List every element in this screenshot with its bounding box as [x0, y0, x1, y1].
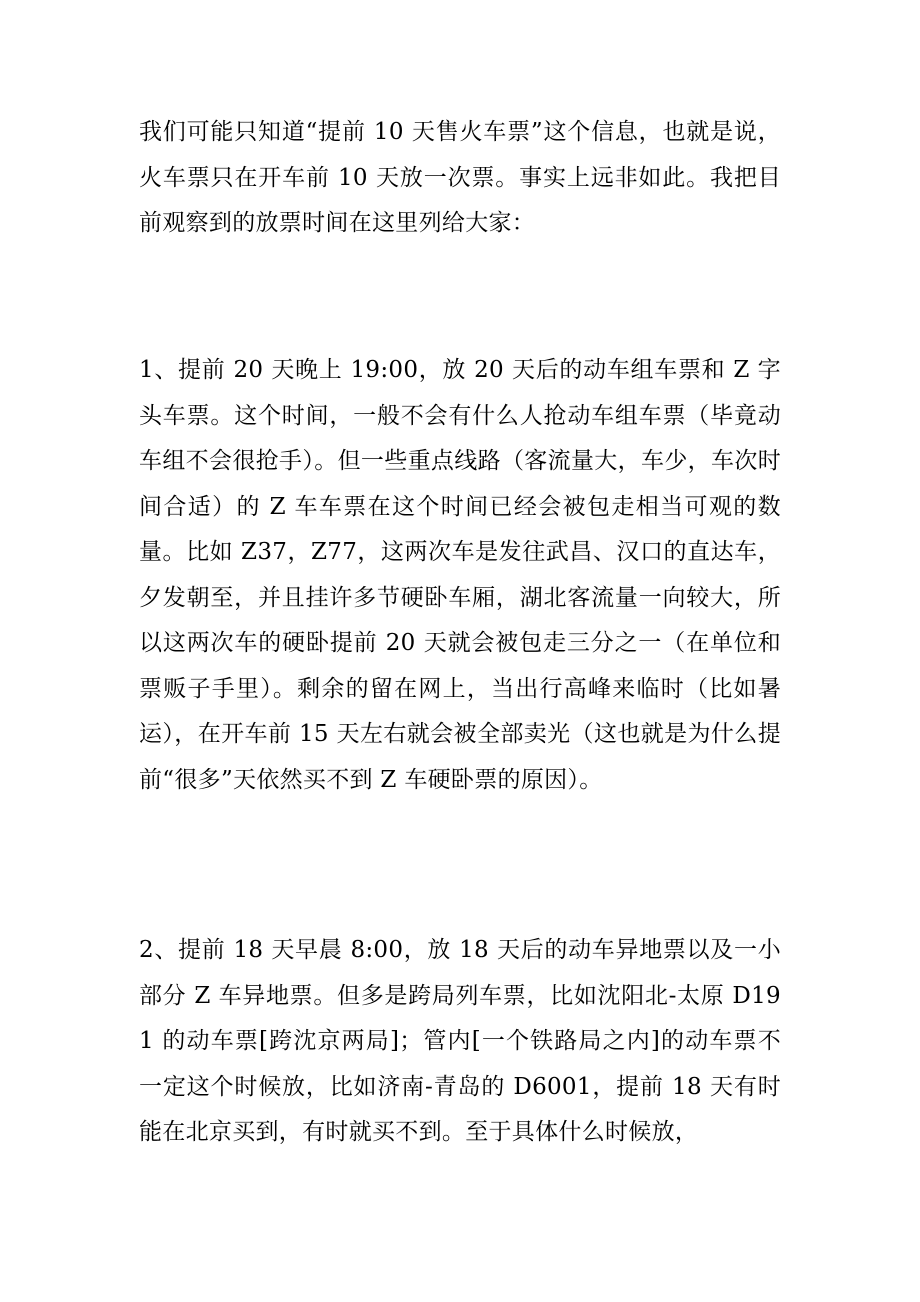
item-1-paragraph: 1、提前 20 天晚上 19:00，放 20 天后的动车组车票和 Z 字头车票。这个时间，一般不会有什么人抢动车组车票（毕竟动车组不会很抢手）。但一些重点线路（客流量大，车少，车次时间合适）的 Z 车车票在这个时间已经会被包走相当可观的数量。比如 Z37，Z77，这两次车是发往武昌、汉口的直达车，夕发朝至，并且挂许多节硬卧车厢，湖北客流量一向较大，所以这两次车的硬卧提前 20 天就会被包走三分之一（在单位和票贩子手里）。剩余的留在网上，当出行高峰来临时（比如暑运），在开车前 15 天左右就会被全部卖光（这也就是为什么提前“很多”天依然买不到 Z 车硬卧票的原因）。 — [139, 357, 781, 793]
item-2-paragraph: 2、提前 18 天早晨 8:00，放 18 天后的动车异地票以及一小部分 Z 车异地票。但多是跨局列车票，比如沈阳北-太原 D191 的动车票[跨沈京两局]；管内[一个铁路局之内]的动车票不一定这个时候放，比如济南-青岛的 D6001，提前 18 天有时能在北京买到，有时就买不到。至于具体什么时候放， — [139, 937, 781, 1145]
intro-paragraph: 我们可能只知道“提前 10 天售火车票”这个信息，也就是说，火车票只在开车前 10 天放一次票。事实上远非如此。我把目前观察到的放票时间在这里列给大家： — [139, 119, 781, 236]
